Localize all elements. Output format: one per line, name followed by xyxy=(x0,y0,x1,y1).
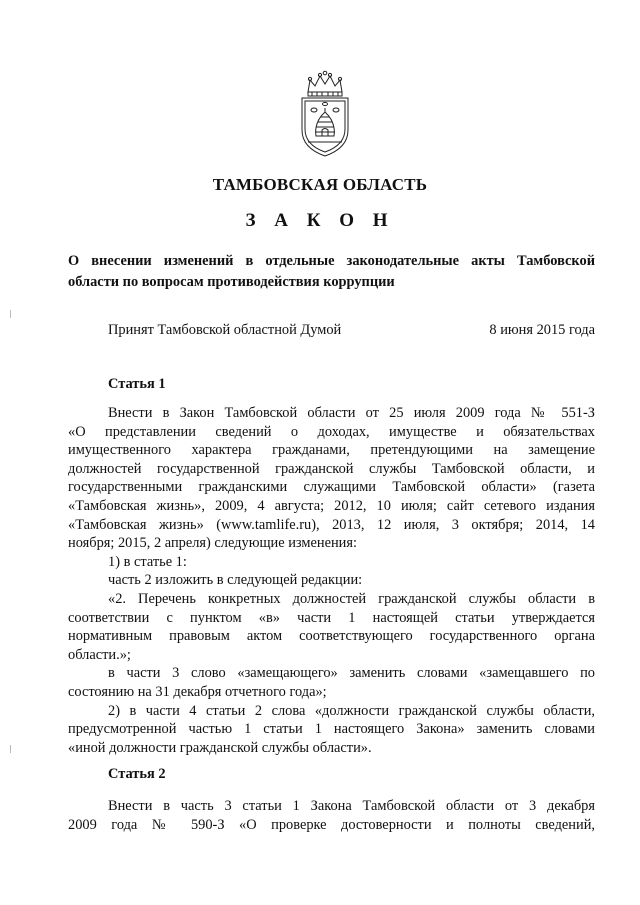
article-1-line: государственными гражданскими служащими Тамбовской области» (газета xyxy=(68,479,595,496)
article-1-line: предусмотренной частью 1 статьи 1 настоящего Закона» заменить словами xyxy=(68,721,595,738)
article-1-line: Внести в Закон Тамбовской области от 25 июля 2009 года № 551-З xyxy=(108,405,595,421)
article-1-line: состоянию на 31 декабря отчетного года»; xyxy=(68,683,327,700)
tambov-coat-of-arms-icon xyxy=(296,70,354,158)
adopted-by: Принят Тамбовской областной Думой xyxy=(108,322,342,338)
article-2-body xyxy=(68,797,595,834)
scan-margin-mark xyxy=(10,310,11,318)
article-1-line: «иной должности гражданской службы области». xyxy=(68,739,372,756)
article-1-line: имущественного характера гражданами, претендующими на замещение xyxy=(68,442,595,459)
adoption-date: 8 июня 2015 года xyxy=(489,322,595,338)
adoption-line xyxy=(108,322,595,339)
article-1-line: «2. Перечень конкретных должностей гражданской службы области в xyxy=(108,590,595,607)
article-2-line: Внести в часть 3 статьи 1 Закона Тамбовской области от 3 декабря xyxy=(108,798,595,814)
law-subject-line: О внесении изменений в отдельные законодательные акты Тамбовской xyxy=(68,253,595,269)
article-1-line: часть 2 изложить в следующей редакции: xyxy=(108,572,363,589)
region-title: ТАМБОВСКАЯ ОБЛАСТЬ xyxy=(212,175,428,194)
article-1-line: «О представлении сведений о доходах, имуществе и обязательствах xyxy=(68,423,595,440)
article-1-line: 1) в статье 1: xyxy=(108,553,187,570)
article-1-line: «Тамбовская жизнь», 2009, 4 августа; 2012, 10 июля; сайт сетевого издания xyxy=(68,497,595,514)
article-1-line: в части 3 слово «замещающего» заменить словами «замещавшего по xyxy=(108,665,595,682)
article-1-title: Статья 1 xyxy=(108,376,166,392)
article-2-title: Статья 2 xyxy=(108,766,166,782)
article-2-line: 2009 года № 590-З «О проверке достоверности и полноты сведений, xyxy=(68,816,595,833)
law-subject xyxy=(68,251,595,293)
article-1-line: области.»; xyxy=(68,646,131,663)
article-1-body xyxy=(68,404,595,757)
article-1-line: 2) в части 4 статьи 2 слова «должности гражданской службы области, xyxy=(108,702,595,719)
article-1-line: нормативным правовым актом соответствующего государственного органа xyxy=(68,628,595,645)
scan-margin-mark xyxy=(10,745,11,753)
article-1-line: соответствии с пунктом «в» части 1 настоящей статьи утверждается xyxy=(68,609,595,626)
article-1-line: ноября; 2015, 2 апреля) следующие изменения: xyxy=(68,535,357,552)
article-1-line: «Тамбовская жизнь» (www.tamlife.ru), 2013, 12 июля, 3 октября; 2014, 14 xyxy=(68,516,595,533)
document-type-title: З А К О Н xyxy=(245,210,395,231)
article-1-line: должностей государственной гражданской службы Тамбовской области, и xyxy=(68,460,595,477)
law-subject-line: области по вопросам противодействия коррупции xyxy=(68,274,395,290)
